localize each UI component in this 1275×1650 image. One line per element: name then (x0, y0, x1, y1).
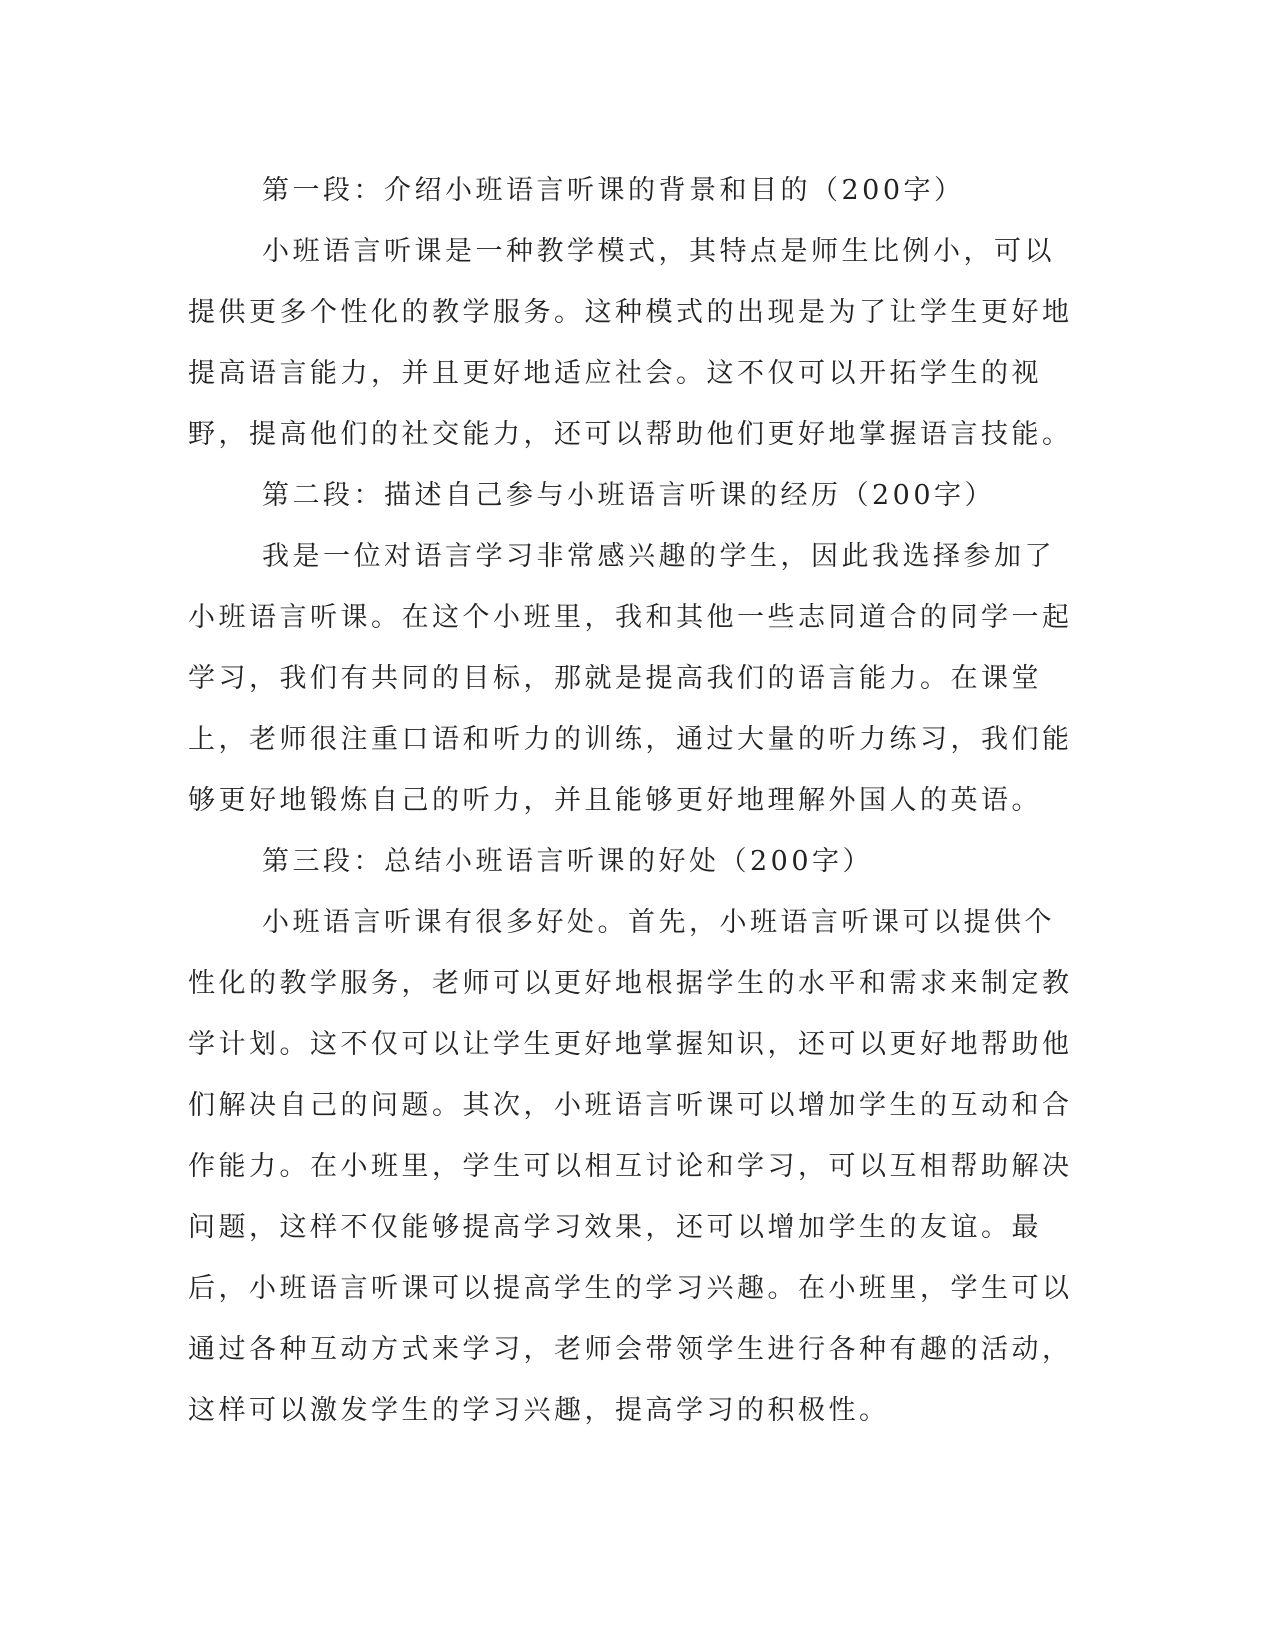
document-body (188, 160, 1080, 1441)
section-2-paragraph: 我是一位对语言学习非常感兴趣的学生，因此我选择参加了小班语言听课。在这个小班里，我和其他一些志同道合的同学一起学习，我们有共同的目标，那就是提高我们的语言能力。在课堂上，老师很注重口语和听力的训练，通过大量的听力练习，我们能够更好地锻炼自己的听力，并且能够更好地理解外国人的英语。 (188, 541, 1073, 816)
section-1-heading: 第一段：介绍小班语言听课的背景和目的（200字） (262, 175, 965, 206)
section-2-heading: 第二段：描述自己参与小班语言听课的经历（200字） (262, 480, 996, 511)
section-1-paragraph: 小班语言听课是一种教学模式，其特点是师生比例小，可以提供更多个性化的教学服务。这种模式的出现是为了让学生更好地提高语言能力，并且更好地适应社会。这不仅可以开拓学生的视野，提高他们的社交能力，还可以帮助他们更好地掌握语言技能。 (188, 236, 1073, 450)
section-3-heading: 第三段：总结小班语言听课的好处（200字） (262, 846, 874, 877)
section-3-paragraph: 小班语言听课有很多好处。首先，小班语言听课可以提供个性化的教学服务，老师可以更好地根据学生的水平和需求来制定教学计划。这不仅可以让学生更好地掌握知识，还可以更好地帮助他们解决自己的问题。其次，小班语言听课可以增加学生的互动和合作能力。在小班里，学生可以相互讨论和学习，可以互相帮助解决问题，这样不仅能够提高学习效果，还可以增加学生的友谊。最后，小班语言听课可以提高学生的学习兴趣。在小班里，学生可以通过各种互动方式来学习，老师会带领学生进行各种有趣的活动，这样可以激发学生的学习兴趣，提高学习的积极性。 (188, 907, 1073, 1426)
